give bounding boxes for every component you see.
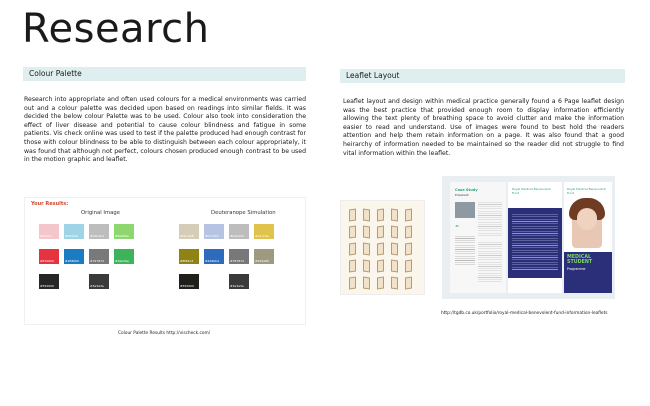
leaflet-case-title: Case Study [455, 188, 478, 192]
simulation-swatch: #9d9a80 [254, 249, 274, 264]
original-swatch: #f4c6cc [39, 224, 59, 239]
original-swatch: #79787d [89, 249, 109, 264]
sketch-fold [405, 226, 412, 239]
simulation-swatch: #2d6bbd [204, 249, 224, 264]
sketch-fold [363, 277, 370, 290]
sketch-fold [349, 226, 356, 239]
sketch-fold [349, 209, 356, 222]
sketch-fold [405, 277, 412, 290]
original-image-label: Original Image [81, 210, 120, 216]
simulation-swatch: #b7c3e2 [204, 224, 224, 239]
sketch-fold [405, 243, 412, 256]
leaflet-panel-info [508, 182, 562, 293]
original-swatch: #8ed66e [114, 224, 134, 239]
sketch-fold [363, 260, 370, 273]
colour-palette-body: Research into appropriate and often used colours for a medical environments was carried out and a colour palette was decided upon based on readings into similar fields. It was decided the below colour Palette was to be used. Colour also took into consideration the effect of liver disease and potential to cause colour blindness and fatigue in some patients. Vis check online was used to test if the palette produced had enough contrast for those with colour blindness to be able to distinguish between each colour appropriately, it was found that although not perfect, colours chosen produced enough contrast to be used in the motion graphic and leaflet. [24, 96, 306, 164]
leaflet-layout-body: Leaflet layout and design within medical practice generally found a 6 Page leaflet design was the best practice that provided enough room to display information efficiently allowing the text plenty of breathing space to avoid clutter and make the information easier to read and understand. Use of images were found to best hold the readers attention and help them retain information on a page. It was also found that a good heirarchy of information needed to be maintained so the reader did not struggle to find vital information within the leaflet. [343, 98, 624, 157]
page-title: Research [22, 6, 210, 52]
simulation-swatch: #78787d [229, 249, 249, 264]
leaflet-cover-sub: Programme [567, 267, 586, 271]
leaflet-case-subtitle: Elizabeth [455, 193, 469, 197]
sketch-fold [377, 260, 384, 273]
sketch-fold [391, 277, 398, 290]
sketch-fold [391, 260, 398, 273]
sketch-fold [391, 243, 398, 256]
original-swatch: #1E8000 [64, 249, 84, 264]
leaflet-brand-1: Royal Medical Benevolent Fund [512, 187, 551, 195]
sketch-fold [405, 260, 412, 273]
leaflet-panel-case-study: Case Study Elizabeth “ [450, 182, 506, 293]
sketch-fold [391, 226, 398, 239]
deuteranope-label: Deuteranope Simulation [211, 210, 276, 216]
original-swatch: #550000 [39, 274, 59, 289]
simulation-swatch: #d6cdb8 [179, 224, 199, 239]
sketch-fold [349, 243, 356, 256]
sketch-fold [377, 209, 384, 222]
original-swatch: #bdbdbd [89, 224, 109, 239]
original-swatch: #9fd4e6 [64, 224, 84, 239]
sketch-fold [363, 243, 370, 256]
leaflet-sketch-image [340, 200, 425, 295]
sketch-fold [391, 209, 398, 222]
sketch-fold [405, 209, 412, 222]
original-swatch: #E10000 [39, 249, 59, 264]
colour-palette-heading: Colour Palette [23, 67, 306, 81]
original-swatch: #3a3a3a [89, 274, 109, 289]
results-label: Your Results: [31, 201, 69, 207]
sketch-fold [377, 277, 384, 290]
palette-caption: Colour Palette Results http://vischeck.com/ [118, 331, 211, 336]
simulation-swatch: #bdbdbd [229, 224, 249, 239]
sketch-fold [363, 209, 370, 222]
sketch-fold [349, 260, 356, 273]
simulation-swatch: #550000 [179, 274, 199, 289]
sketch-fold [363, 226, 370, 239]
leaflet-layout-heading: Leaflet Layout [340, 69, 625, 83]
leaflet-cover-title: MEDICAL STUDENT [567, 255, 593, 265]
leaflet-caption: http://tgdb.co.uk/portfolio/royal-medical-benevolent-fund-information-leaflets [441, 311, 608, 316]
simulation-swatch: #e1c24a [254, 224, 274, 239]
sketch-fold [349, 277, 356, 290]
simulation-swatch: #3a3a3a [229, 274, 249, 289]
simulation-swatch: #8f8413 [179, 249, 199, 264]
leaflet-photo [442, 176, 615, 299]
palette-results-image [24, 197, 306, 325]
sketch-fold [377, 243, 384, 256]
leaflet-panel-cover [564, 182, 612, 293]
original-swatch: #3eb29e [114, 249, 134, 264]
leaflet-brand-2: Royal Medical Benevolent Fund [567, 187, 606, 195]
sketch-fold [377, 226, 384, 239]
